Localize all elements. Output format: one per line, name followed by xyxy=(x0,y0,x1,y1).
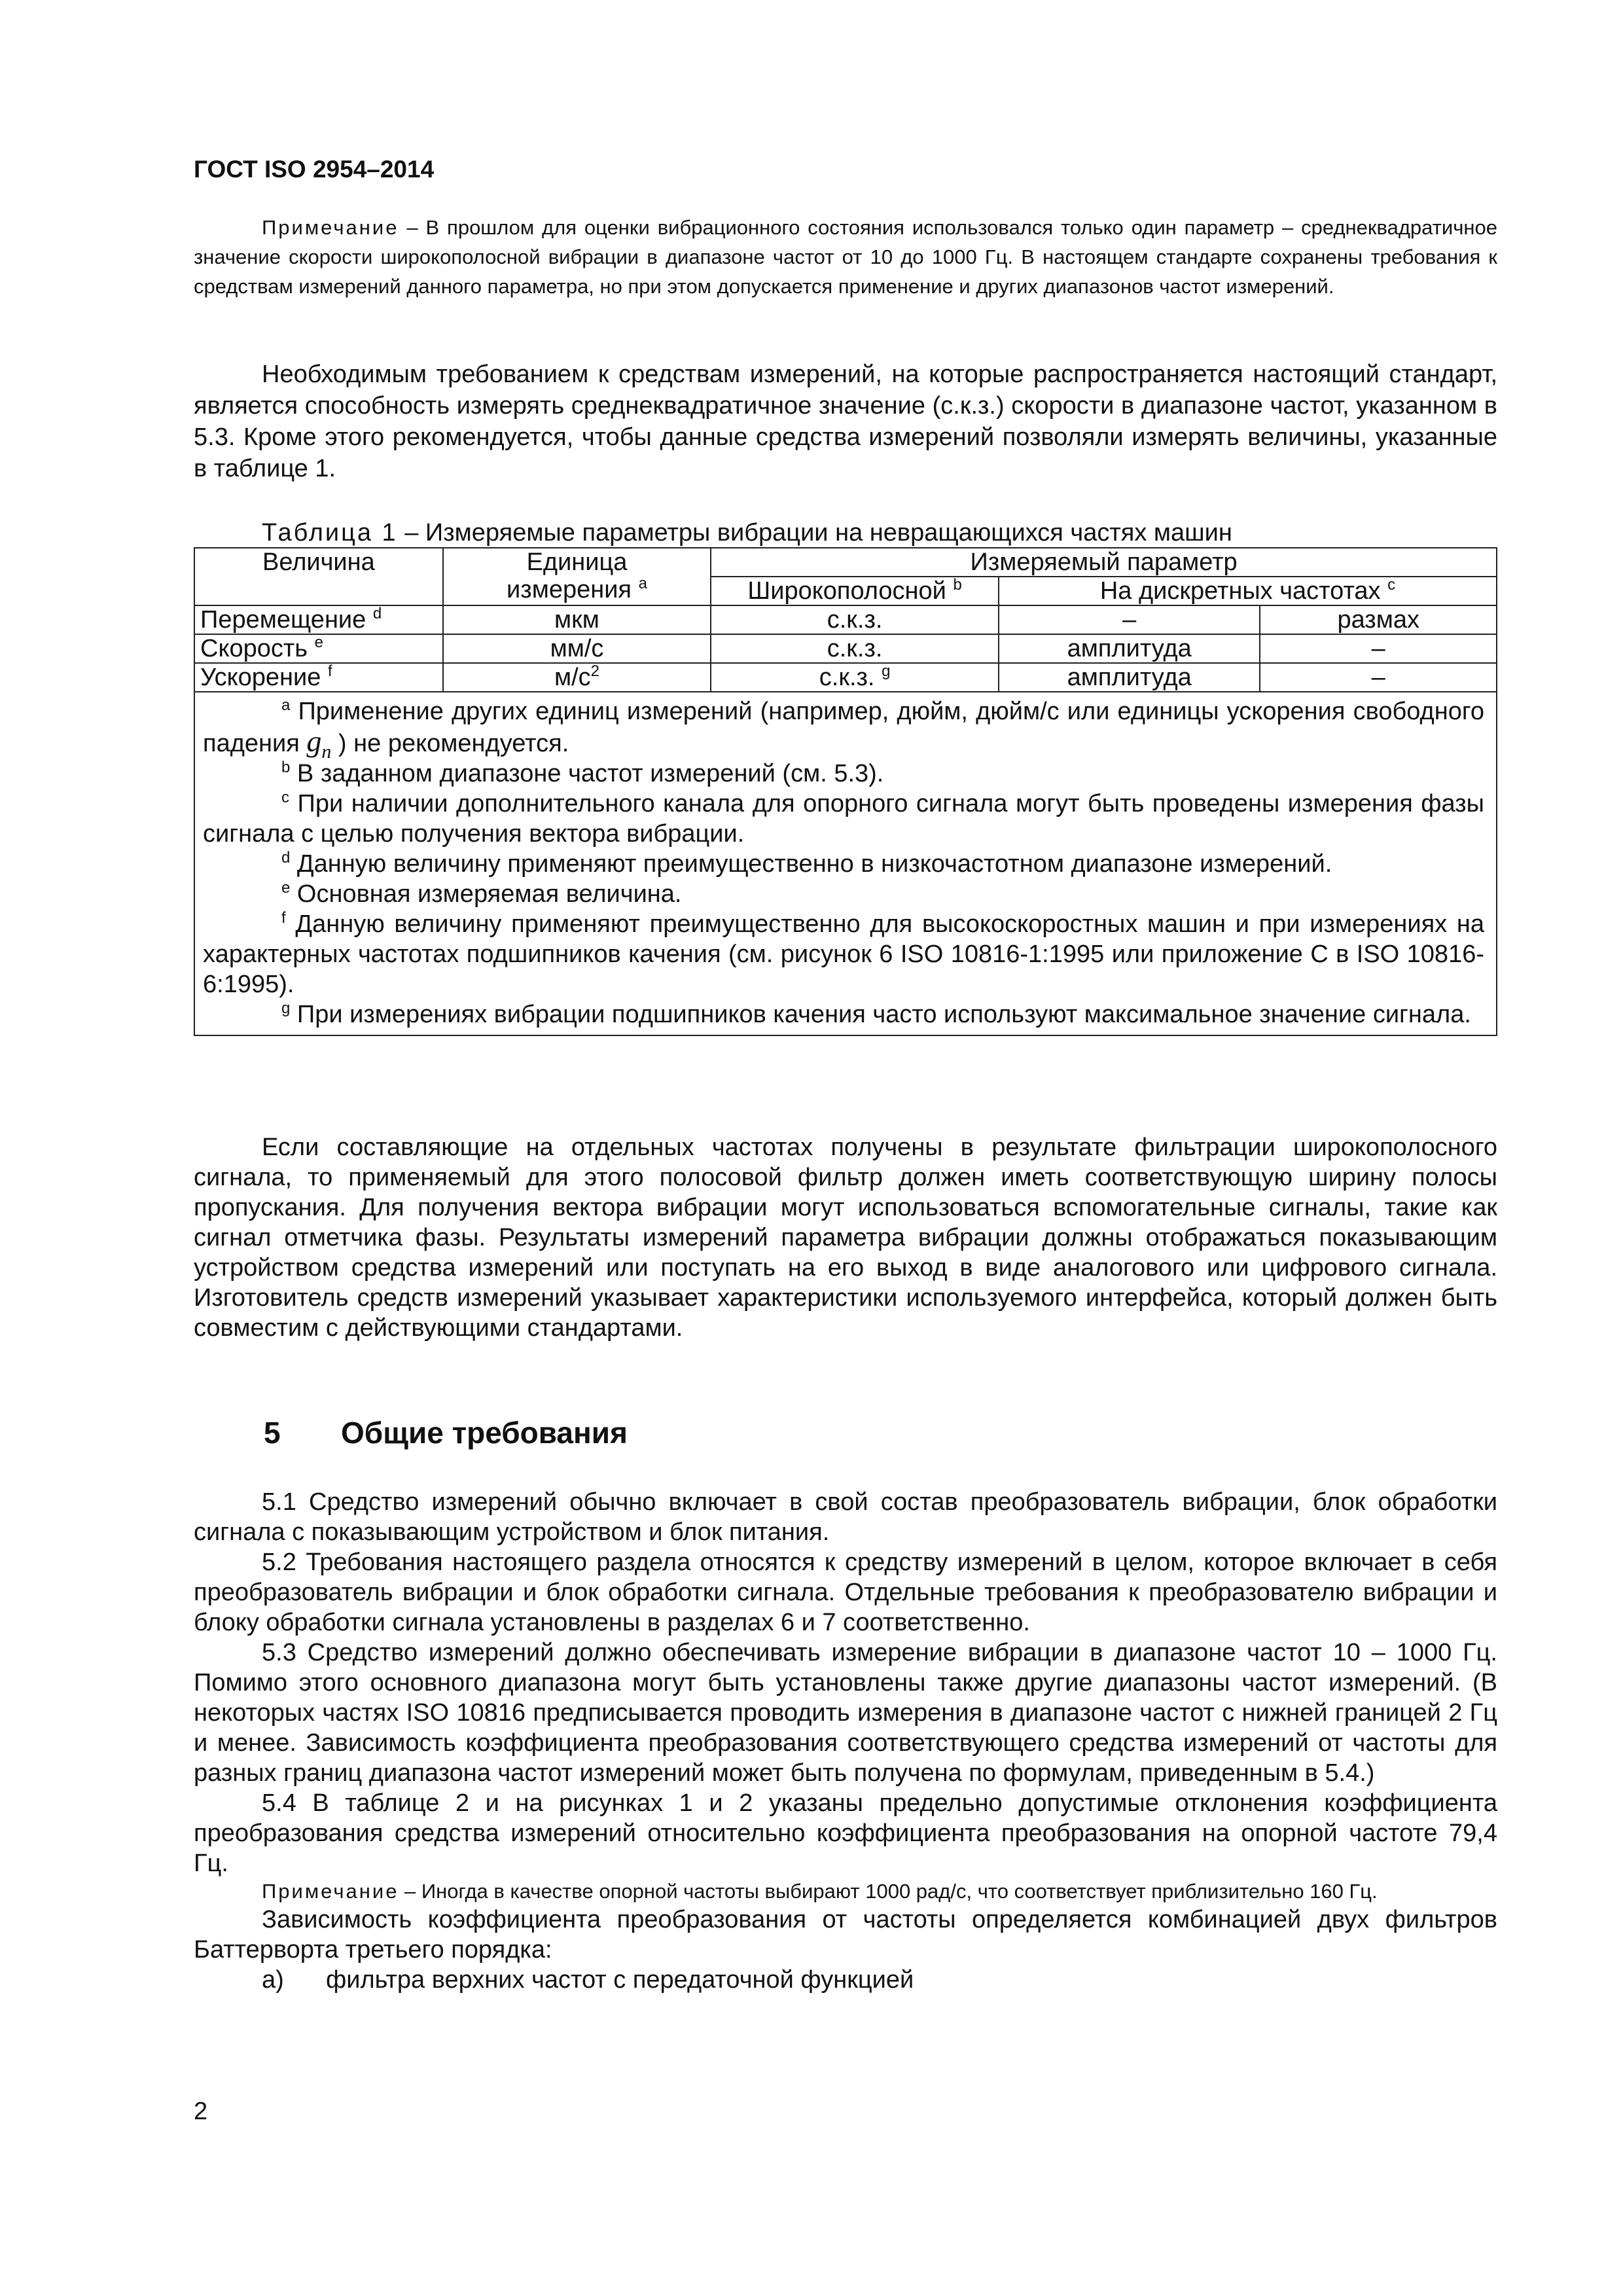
row-name: Скорость $^e$ xyxy=(194,634,443,663)
row-name: Перемещение $^d$ xyxy=(194,605,443,634)
footnote-g: $^g$ При измерениях вибрации подшипников качения часто используют максимальное значение сигнала. xyxy=(281,999,1471,1028)
table-caption-label: Таблица 1 xyxy=(262,519,398,547)
row-unit: мкм xyxy=(443,605,711,634)
row-discrete-1: амплитуда xyxy=(999,663,1260,692)
vibration-parameters-table xyxy=(194,547,1497,1036)
header-broadband: Широкополосной $^b$ xyxy=(711,577,999,605)
header-unit: Единица измерения $^a$ xyxy=(443,548,711,605)
header-discrete: На дискретных частотах $^c$ xyxy=(999,577,1497,605)
footnote-b: $^b$ В заданном диапазоне частот измерений (см. 5.3). xyxy=(281,759,884,787)
gn-symbol: $g_n$ xyxy=(306,725,332,763)
row-unit: мм/с xyxy=(443,634,711,663)
section-title: Общие требования xyxy=(341,1416,628,1450)
footnote-e: $^e$ Основная измеряемая величина. xyxy=(281,879,682,908)
note-block xyxy=(194,213,1497,301)
note-2: Примечание – Иногда в качестве опорной частоты выбирают 1000 рад/с, что соответствует приблизительно 160 Гц. xyxy=(262,1880,1378,1903)
table-row xyxy=(194,605,1497,634)
note-paragraph xyxy=(194,213,1497,301)
document-header: ГОСТ ISO 2954–2014 xyxy=(194,156,435,183)
row-discrete-1: амплитуда xyxy=(999,634,1260,663)
row-discrete-2: – xyxy=(1260,634,1497,663)
row-discrete-2: размах xyxy=(1260,605,1497,634)
table-caption xyxy=(262,518,1232,547)
table-caption-text: – Измеряемые параметры вибрации на невращающихся частях машин xyxy=(397,519,1232,547)
filtering-paragraph: Если составляющие на отдельных частотах получены в результате фильтрации широкополосного сигнала, то применяемый для этого полосовой фильтр должен иметь соответствующую ширину полосы пропускания. Для получения вектора вибрации могут использоваться вспомогательные сигналы, такие как сигнал отметчика фазы. Результаты измерений параметра вибрации должны отображаться показывающим устройством средства измерений или поступать на его выход в виде аналогового или цифрового сигнала. Изготовитель средств измерений указывает характеристики используемого интерфейса, который должен быть совместим с действующими стандартами. xyxy=(194,1134,1497,1342)
paragraph-5-1: 5.1 Средство измерений обычно включает в свой состав преобразователь вибрации, блок обработки сигнала с показывающим устройством и блок питания. xyxy=(194,1488,1497,1546)
paragraph-5-2: 5.2 Требования настоящего раздела относятся к средству измерений в целом, которое включает в себя преобразователь вибрации и блок обработки сигнала. Отдельные требования к преобразователю вибрации и блоку обработки сигнала установлены в разделах 6 и 7 соответственно. xyxy=(194,1549,1497,1636)
header-quantity: Величина xyxy=(194,548,443,605)
note-text: – В прошлом для оценки вибрационного состояния использовался только один параметр – среднеквадратичное значение скорости широкополосной вибрации в диапазоне частот от 10 до 1000 Гц. В настоящем стандарте сохранены требования к средствам измерений данного параметра, но при этом допускается применение и других диапазонов частот измерений. xyxy=(194,216,1497,298)
table-footnotes-row xyxy=(194,692,1497,1035)
row-discrete-1: – xyxy=(999,605,1260,634)
paragraph-5-4: 5.4 В таблице 2 и на рисунках 1 и 2 указаны предельно допустимые отклонения коэффициента преобразования средства измерений относительно коэффициента преобразования на опорной частоте 79,4 Гц. xyxy=(194,1789,1497,1877)
table-row xyxy=(194,634,1497,663)
table-header-row xyxy=(194,548,1497,577)
section-heading xyxy=(264,1415,628,1450)
list-item-a: а) фильтра верхних частот с передаточной функцией xyxy=(262,1966,914,1994)
row-unit: $м/с^2$ xyxy=(443,663,711,692)
row-broadband: с.к.з. xyxy=(711,605,999,634)
footnote-d: $^d$ Данную величину применяют преимущественно в низкочастотном диапазоне измерений. xyxy=(281,849,1332,878)
note-label: Примечание xyxy=(262,216,399,239)
filtering-paragraph-block xyxy=(194,1132,1497,1343)
section-number: 5 xyxy=(264,1416,281,1450)
header-measured-parameter: Измеряемый параметр xyxy=(711,548,1497,577)
section-body xyxy=(194,1487,1497,1995)
document-page xyxy=(194,0,1497,2296)
paragraph-5-3: 5.3 Средство измерений должно обеспечивать измерение вибрации в диапазоне частот 10 – 1000 Гц. Помимо этого основного диапазона могут быть установлены также другие диапазоны частот измерений. (В некоторых частях ISO 10816 предписывается проводить измерения в диапазоне частот с нижней границей 2 Гц и менее. Зависимость коэффициента преобразования соответствующего средства измерений от частоты для разных границ диапазона частот измерений может быть получена по формулам, приведенным в 5.4.) xyxy=(194,1639,1497,1787)
row-discrete-2: – xyxy=(1260,663,1497,692)
row-name: Ускорение $^f$ xyxy=(194,663,443,692)
row-broadband: с.к.з. $^g$ xyxy=(711,663,999,692)
intro-paragraph: Необходимым требованием к средствам измерений, на которые распространяется настоящий стандарт, является способность измерять среднеквадратичное значение (с.к.з.) скорости в диапазоне частот, указанном в 5.3. Кроме этого рекомендуется, чтобы данные средства измерений позволяли измерять величины, указанные в таблице 1. xyxy=(194,361,1497,482)
footnote-a: $^a$ Применение других единиц измерений (например, дюйм, дюйм/с или единицы ускорения свободного падения $g_n$ ) не рекомендуется. xyxy=(203,696,1484,763)
footnote-c: $^c$ При наличии дополнительного канала для опорного сигнала могут быть проведены измерения фазы сигнала с целью получения вектора вибрации. xyxy=(203,789,1484,848)
footnote-f: $^f$ Данную величину применяют преимущественно для высокоскоростных машин и при измерениях на характерных частотах подшипников качения (см. рисунок 6 ISO 10816-1:1995 или приложение С в ISO 10816-6:1995). xyxy=(203,909,1484,998)
page-number: 2 xyxy=(194,2098,208,2125)
intro-paragraph-block xyxy=(194,359,1497,484)
row-broadband: с.к.з. xyxy=(711,634,999,663)
table-footnotes xyxy=(194,692,1497,1035)
paragraph-dependency: Зависимость коэффициента преобразования от частоты определяется комбинацией двух фильтров Баттерворта третьего порядка: xyxy=(194,1906,1497,1964)
table-row xyxy=(194,663,1497,692)
